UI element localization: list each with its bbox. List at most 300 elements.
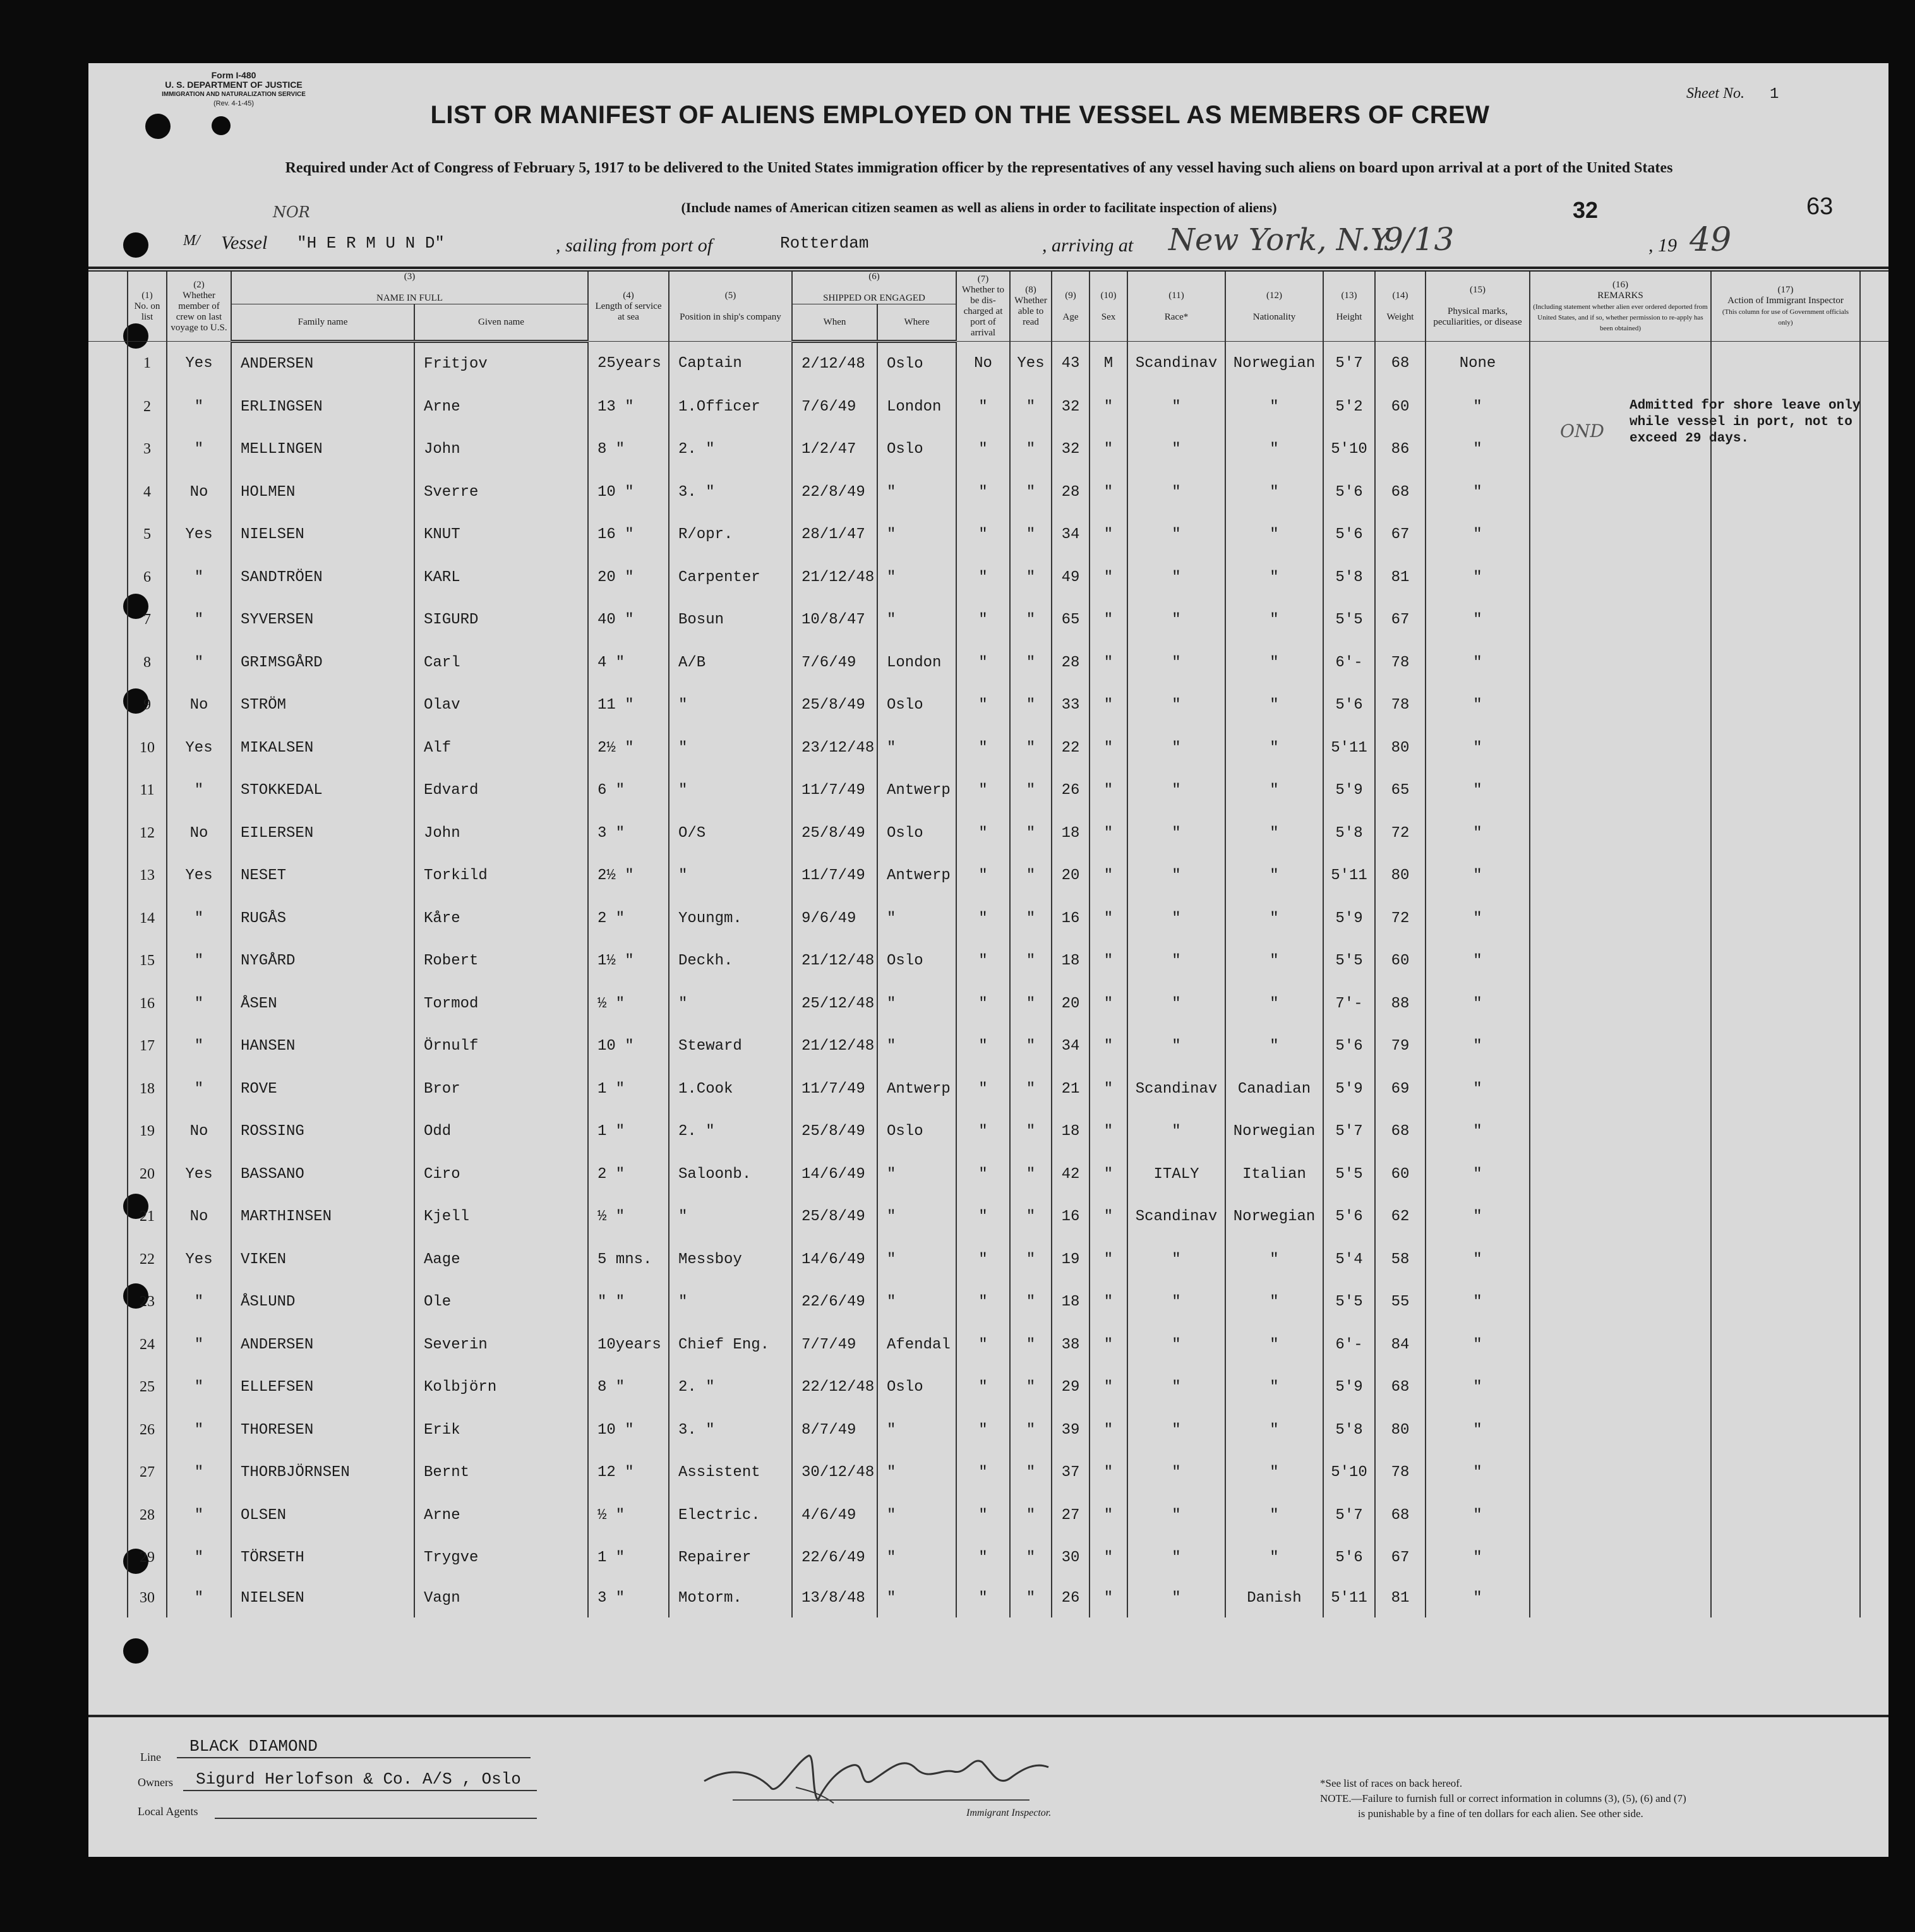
height-cell: 5'2 [1323, 386, 1375, 429]
sex-cell: " [1090, 1153, 1127, 1196]
physical-marks-cell: " [1426, 1494, 1530, 1537]
height-cell: 5'6 [1323, 1196, 1375, 1239]
physical-marks-cell: " [1426, 556, 1530, 599]
position-cell: " [669, 727, 792, 770]
shipped-when-cell: 2/12/48 [792, 342, 877, 386]
margin-cell-right [1860, 1025, 1888, 1068]
physical-marks-cell: " [1426, 983, 1530, 1026]
position-cell: " [669, 1196, 792, 1239]
family-name-cell: ANDERSEN [231, 342, 414, 386]
margin-col [88, 272, 128, 342]
nationality-cell: " [1225, 1239, 1323, 1281]
margin-cell-right [1860, 471, 1888, 514]
last-voyage-cell: " [167, 1068, 231, 1111]
able-to-read-cell: " [1010, 513, 1052, 556]
margin-cell-right [1860, 940, 1888, 983]
col-7-label: Whether to be dis-charged at port of arrival [961, 285, 1005, 338]
discharge-cell: " [956, 386, 1010, 429]
shipped-where-cell: Oslo [877, 1110, 956, 1153]
row-number-cell: 9 [128, 684, 167, 727]
shipped-where-cell: London [877, 642, 956, 685]
last-voyage-cell: " [167, 983, 231, 1026]
physical-marks-cell: " [1426, 1110, 1530, 1153]
age-cell: 18 [1052, 1110, 1090, 1153]
age-cell: 33 [1052, 684, 1090, 727]
inspector-action-cell [1711, 599, 1860, 642]
race-cell: " [1127, 428, 1225, 471]
age-cell: 32 [1052, 428, 1090, 471]
last-voyage-cell: " [167, 940, 231, 983]
col-14-header: (14) Weight [1375, 272, 1426, 342]
given-name-cell: Trygve [414, 1537, 588, 1580]
service-length-cell: 8 " [588, 1366, 669, 1409]
age-cell: 21 [1052, 1068, 1090, 1111]
shipped-when-cell: 21/12/48 [792, 940, 877, 983]
remarks-cell [1530, 684, 1711, 727]
age-cell: 28 [1052, 471, 1090, 514]
inspector-action-cell [1711, 1537, 1860, 1580]
able-to-read-cell: " [1010, 812, 1052, 855]
shipped-when-cell: 22/12/48 [792, 1366, 877, 1409]
discharge-cell: " [956, 428, 1010, 471]
margin-cell-right [1860, 1324, 1888, 1367]
race-cell: Scandinav [1127, 1196, 1225, 1239]
row-number-cell: 4 [128, 471, 167, 514]
inspector-action-cell [1711, 1580, 1860, 1617]
discharge-cell: " [956, 1537, 1010, 1580]
height-cell: 6'- [1323, 642, 1375, 685]
given-name-cell: Bernt [414, 1451, 588, 1494]
inspector-action-cell [1711, 642, 1860, 685]
age-cell: 37 [1052, 1451, 1090, 1494]
margin-cell-right [1860, 727, 1888, 770]
family-name-cell: RUGÅS [231, 897, 414, 940]
physical-marks-cell: " [1426, 940, 1530, 983]
table-row [88, 812, 1888, 855]
physical-marks-cell: " [1426, 513, 1530, 556]
vessel-prefix: M/ [183, 232, 200, 249]
margin-cell [88, 1366, 128, 1409]
footer-notes [1320, 1776, 1686, 1821]
nationality-cell: " [1225, 855, 1323, 897]
sex-cell: " [1090, 513, 1127, 556]
age-cell: 18 [1052, 940, 1090, 983]
physical-marks-cell: " [1426, 428, 1530, 471]
shipped-when-cell: 28/1/47 [792, 513, 877, 556]
margin-cell-right [1860, 1494, 1888, 1537]
col-6-header: (6) SHIPPED OR ENGAGED [792, 272, 956, 304]
margin-cell-right [1860, 1409, 1888, 1452]
table-row [88, 513, 1888, 556]
remarks-cell [1530, 1281, 1711, 1324]
able-to-read-cell: " [1010, 1239, 1052, 1281]
table-row [88, 642, 1888, 685]
remarks-cell [1530, 812, 1711, 855]
family-name-cell: STRÖM [231, 684, 414, 727]
position-cell: 1.Officer [669, 386, 792, 429]
remarks-cell [1530, 1196, 1711, 1239]
page-title: LIST OR MANIFEST OF ALIENS EMPLOYED ON THE VESSEL AS MEMBERS OF CREW [430, 101, 1490, 129]
last-voyage-cell: Yes [167, 1239, 231, 1281]
position-cell: Messboy [669, 1239, 792, 1281]
last-voyage-cell: Yes [167, 513, 231, 556]
height-cell: 5'9 [1323, 1366, 1375, 1409]
height-cell: 5'6 [1323, 513, 1375, 556]
race-cell: " [1127, 1239, 1225, 1281]
last-voyage-cell: Yes [167, 727, 231, 770]
remarks-text: Admitted for shore leave only while vessel in port, not to exceed 29 days. [1630, 399, 1861, 446]
race-cell: " [1127, 599, 1225, 642]
family-name-cell: TÖRSETH [231, 1537, 414, 1580]
discharge-cell: " [956, 1068, 1010, 1111]
margin-cell [88, 684, 128, 727]
margin-cell-right [1860, 342, 1888, 386]
col-4-header: (4) Length of service at sea [588, 272, 669, 342]
punch-hole [145, 114, 171, 139]
table-row [88, 1153, 1888, 1196]
col-8-label: Whether able to read [1014, 296, 1047, 327]
age-cell: 43 [1052, 342, 1090, 386]
given-name-cell: Vagn [414, 1580, 588, 1617]
nationality-cell: " [1225, 1409, 1323, 1452]
shipped-when-cell: 30/12/48 [792, 1451, 877, 1494]
family-name-cell: ELLEFSEN [231, 1366, 414, 1409]
inspector-action-cell [1711, 1025, 1860, 1068]
col-11-label: Race* [1164, 311, 1189, 322]
age-cell: 20 [1052, 855, 1090, 897]
row-number-cell: 30 [128, 1580, 167, 1617]
last-voyage-cell: " [167, 1366, 231, 1409]
given-name-cell: Odd [414, 1110, 588, 1153]
remarks-cell [1530, 1025, 1711, 1068]
inspector-action-cell [1711, 1068, 1860, 1111]
service-length-cell: 1½ " [588, 940, 669, 983]
shipped-where-cell: " [877, 1451, 956, 1494]
nationality-cell: " [1225, 1281, 1323, 1324]
weight-cell: 55 [1375, 1281, 1426, 1324]
table-row [88, 599, 1888, 642]
height-cell: 5'7 [1323, 1110, 1375, 1153]
physical-marks-cell: " [1426, 1580, 1530, 1617]
crew-table [88, 272, 1888, 1617]
family-name-cell: GRIMSGÅRD [231, 642, 414, 685]
given-name-cell: Kjell [414, 1196, 588, 1239]
service-length-cell: 10 " [588, 1409, 669, 1452]
shipped-when-cell: 25/8/49 [792, 812, 877, 855]
row-number-cell: 7 [128, 599, 167, 642]
margin-cell-right [1860, 428, 1888, 471]
physical-marks-cell: " [1426, 727, 1530, 770]
table-row [88, 769, 1888, 812]
table-row [88, 940, 1888, 983]
race-cell: " [1127, 855, 1225, 897]
table-row [88, 471, 1888, 514]
table-row [88, 1451, 1888, 1494]
position-cell: " [669, 855, 792, 897]
margin-cell [88, 599, 128, 642]
punch-hole [123, 1638, 148, 1664]
family-name-cell: NIELSEN [231, 1580, 414, 1617]
table-row [88, 1366, 1888, 1409]
row-number-cell: 10 [128, 727, 167, 770]
row-number-cell: 19 [128, 1110, 167, 1153]
inspector-action-cell [1711, 983, 1860, 1026]
height-cell: 6'- [1323, 1324, 1375, 1367]
col-12-header: (12) Nationality [1225, 272, 1323, 342]
given-name-cell: Edvard [414, 769, 588, 812]
number-63: 63 [1806, 193, 1834, 220]
discharge-cell: " [956, 642, 1010, 685]
sex-cell: " [1090, 1451, 1127, 1494]
inspector-action-cell [1711, 684, 1860, 727]
remarks-cell [1530, 1366, 1711, 1409]
discharge-cell: " [956, 513, 1010, 556]
given-name-header: Given name [414, 304, 588, 342]
shipped-where-cell: " [877, 897, 956, 940]
family-name-cell: ÅSLUND [231, 1281, 414, 1324]
remarks-cell [1530, 599, 1711, 642]
family-name-cell: MIKALSEN [231, 727, 414, 770]
sex-cell: " [1090, 428, 1127, 471]
table-row [88, 727, 1888, 770]
sex-cell: " [1090, 855, 1127, 897]
family-name-header: Family name [231, 304, 414, 342]
nationality-cell: " [1225, 513, 1323, 556]
sex-cell: " [1090, 471, 1127, 514]
able-to-read-cell: " [1010, 1110, 1052, 1153]
given-name-cell: Sverre [414, 471, 588, 514]
height-cell: 5'11 [1323, 727, 1375, 770]
margin-cell [88, 428, 128, 471]
service-length-cell: 1 " [588, 1068, 669, 1111]
table-row [88, 983, 1888, 1026]
height-cell: 5'8 [1323, 812, 1375, 855]
height-cell: 5'10 [1323, 1451, 1375, 1494]
position-cell: Youngm. [669, 897, 792, 940]
service-length-cell: 6 " [588, 769, 669, 812]
department: U. S. DEPARTMENT OF JUSTICE [165, 80, 303, 90]
margin-cell [88, 471, 128, 514]
requirement-text: Required under Act of Congress of February 5, 1917 to be delivered to the United States immigration officer by the representatives of any vessel having such aliens on board upon arrival at a port of the United States [285, 160, 1673, 176]
sex-cell: " [1090, 1494, 1127, 1537]
physical-marks-cell: None [1426, 342, 1530, 386]
physical-marks-cell: " [1426, 1025, 1530, 1068]
margin-cell-right [1860, 983, 1888, 1026]
number-32: 32 [1573, 197, 1599, 223]
age-cell: 42 [1052, 1153, 1090, 1196]
inspector-signature [701, 1743, 1055, 1813]
table-row [88, 1494, 1888, 1537]
col-17-label: Action of Immigrant Inspector [1727, 296, 1844, 306]
age-cell: 65 [1052, 599, 1090, 642]
race-cell: " [1127, 1281, 1225, 1324]
position-cell: " [669, 1281, 792, 1324]
discharge-cell: " [956, 684, 1010, 727]
last-voyage-cell: " [167, 1281, 231, 1324]
table-row [88, 684, 1888, 727]
service-length-cell: 1 " [588, 1110, 669, 1153]
remarks-cell [1530, 1068, 1711, 1111]
weight-cell: 68 [1375, 1494, 1426, 1537]
col-10-label: Sex [1101, 311, 1116, 322]
col-2-label: Whether member of crew on last voyage to U.S. [171, 290, 227, 333]
inspector-action-cell [1711, 1451, 1860, 1494]
table-row [88, 1239, 1888, 1281]
row-number-cell: 14 [128, 897, 167, 940]
weight-cell: 88 [1375, 983, 1426, 1026]
row-number-cell: 23 [128, 1281, 167, 1324]
shipped-where-cell: Oslo [877, 940, 956, 983]
margin-cell [88, 1281, 128, 1324]
when-header: When [792, 304, 877, 342]
physical-marks-cell: " [1426, 471, 1530, 514]
margin-cell [88, 1153, 128, 1196]
family-name-cell: MELLINGEN [231, 428, 414, 471]
inspector-action-cell [1711, 1239, 1860, 1281]
shipped-where-cell: London [877, 386, 956, 429]
remarks-cell [1530, 1409, 1711, 1452]
race-cell: " [1127, 1324, 1225, 1367]
weight-cell: 67 [1375, 1537, 1426, 1580]
margin-cell [88, 1537, 128, 1580]
shipped-where-cell: " [877, 1153, 956, 1196]
shipped-where-cell: " [877, 1580, 956, 1617]
nationality-cell: Norwegian [1225, 342, 1323, 386]
sex-cell: " [1090, 812, 1127, 855]
position-cell: 3. " [669, 471, 792, 514]
last-voyage-cell: " [167, 599, 231, 642]
age-cell: 39 [1052, 1409, 1090, 1452]
family-name-cell: SANDTRÖEN [231, 556, 414, 599]
given-name-cell: John [414, 428, 588, 471]
race-cell: " [1127, 940, 1225, 983]
margin-cell [88, 1239, 128, 1281]
remarks-cell [1530, 855, 1711, 897]
shipped-where-cell: Antwerp [877, 1068, 956, 1111]
col-16-label: REMARKS [1597, 290, 1643, 301]
arriving-date: 9/13 [1383, 221, 1455, 258]
nationality-cell: " [1225, 1324, 1323, 1367]
remarks-cell [1530, 1324, 1711, 1367]
height-cell: 5'11 [1323, 855, 1375, 897]
physical-marks-cell: " [1426, 897, 1530, 940]
height-cell: 5'5 [1323, 940, 1375, 983]
col-4-label: Length of service at sea [595, 301, 662, 322]
nationality-cell: " [1225, 812, 1323, 855]
able-to-read-cell: " [1010, 599, 1052, 642]
col-15-header: (15) Physical marks, peculiarities, or disease [1426, 272, 1530, 342]
given-name-cell: Bror [414, 1068, 588, 1111]
shipped-where-cell: " [877, 1239, 956, 1281]
discharge-cell: " [956, 1196, 1010, 1239]
physical-marks-cell: " [1426, 855, 1530, 897]
age-cell: 19 [1052, 1239, 1090, 1281]
given-name-cell: Arne [414, 1494, 588, 1537]
service-length-cell: 2 " [588, 897, 669, 940]
sex-cell: M [1090, 342, 1127, 386]
include-note: (Include names of American citizen seamen as well as aliens in order to facilitate inspection of aliens) [681, 200, 1277, 215]
col-5-header: (5) Position in ship's company [669, 272, 792, 342]
given-name-cell: Kåre [414, 897, 588, 940]
sheet-number-value: 1 [1769, 86, 1779, 103]
race-cell: " [1127, 1451, 1225, 1494]
margin-cell-right [1860, 556, 1888, 599]
weight-cell: 60 [1375, 386, 1426, 429]
height-cell: 5'7 [1323, 342, 1375, 386]
discharge-cell: " [956, 599, 1010, 642]
shipped-when-cell: 22/6/49 [792, 1281, 877, 1324]
age-cell: 18 [1052, 812, 1090, 855]
table-row [88, 1068, 1888, 1111]
table-row [88, 556, 1888, 599]
note-penalty-cont: is punishable by a fine of ten dollars for each alien. See other side. [1358, 1808, 1643, 1820]
family-name-cell: MARTHINSEN [231, 1196, 414, 1239]
age-cell: 28 [1052, 642, 1090, 685]
shipped-when-cell: 11/7/49 [792, 1068, 877, 1111]
height-cell: 5'6 [1323, 1025, 1375, 1068]
discharge-cell: " [956, 1409, 1010, 1452]
service-length-cell: 3 " [588, 1580, 669, 1617]
margin-cell-right [1860, 1537, 1888, 1580]
nationality-cell: " [1225, 471, 1323, 514]
service-length-cell: 20 " [588, 556, 669, 599]
col-9-label: Age [1062, 311, 1079, 322]
sex-cell: " [1090, 599, 1127, 642]
service-length-cell: ½ " [588, 1494, 669, 1537]
weight-cell: 84 [1375, 1324, 1426, 1367]
sex-cell: " [1090, 940, 1127, 983]
col-17-sublabel: (This column for use of Government officials only) [1722, 308, 1849, 327]
weight-cell: 69 [1375, 1068, 1426, 1111]
last-voyage-cell: " [167, 1025, 231, 1068]
year-value: 49 [1690, 221, 1732, 259]
margin-cell-right [1860, 642, 1888, 685]
line-value: BLACK DIAMOND [189, 1737, 318, 1756]
shipped-where-cell: " [877, 1494, 956, 1537]
weight-cell: 81 [1375, 556, 1426, 599]
weight-cell: 80 [1375, 1409, 1426, 1452]
age-cell: 22 [1052, 727, 1090, 770]
col-16-header: (16) REMARKS (Including statement whether alien ever ordered deported from United States, and if so, whether permission to re-apply has been obtained) [1530, 272, 1711, 342]
height-cell: 5'6 [1323, 1537, 1375, 1580]
sailing-port: Rotterdam [780, 234, 869, 253]
inspector-action-cell [1711, 342, 1860, 386]
physical-marks-cell: " [1426, 1153, 1530, 1196]
physical-marks-cell: " [1426, 386, 1530, 429]
race-cell: Scandinav [1127, 342, 1225, 386]
given-name-cell: Arne [414, 386, 588, 429]
nationality-cell: Danish [1225, 1580, 1323, 1617]
age-cell: 26 [1052, 769, 1090, 812]
remarks-handwritten: OND [1560, 421, 1604, 441]
race-cell: " [1127, 556, 1225, 599]
race-cell: " [1127, 1580, 1225, 1617]
able-to-read-cell: " [1010, 1025, 1052, 1068]
physical-marks-cell: " [1426, 1324, 1530, 1367]
shipped-where-cell: Oslo [877, 428, 956, 471]
shipped-where-cell: Oslo [877, 1366, 956, 1409]
service-length-cell: ½ " [588, 983, 669, 1026]
weight-cell: 80 [1375, 727, 1426, 770]
able-to-read-cell: " [1010, 1580, 1052, 1617]
shipped-when-cell: 7/6/49 [792, 386, 877, 429]
shipped-where-cell: " [877, 1196, 956, 1239]
margin-cell-right [1860, 1153, 1888, 1196]
able-to-read-cell: " [1010, 1196, 1052, 1239]
last-voyage-cell: No [167, 812, 231, 855]
shipped-where-cell: " [877, 471, 956, 514]
last-voyage-cell: Yes [167, 1153, 231, 1196]
